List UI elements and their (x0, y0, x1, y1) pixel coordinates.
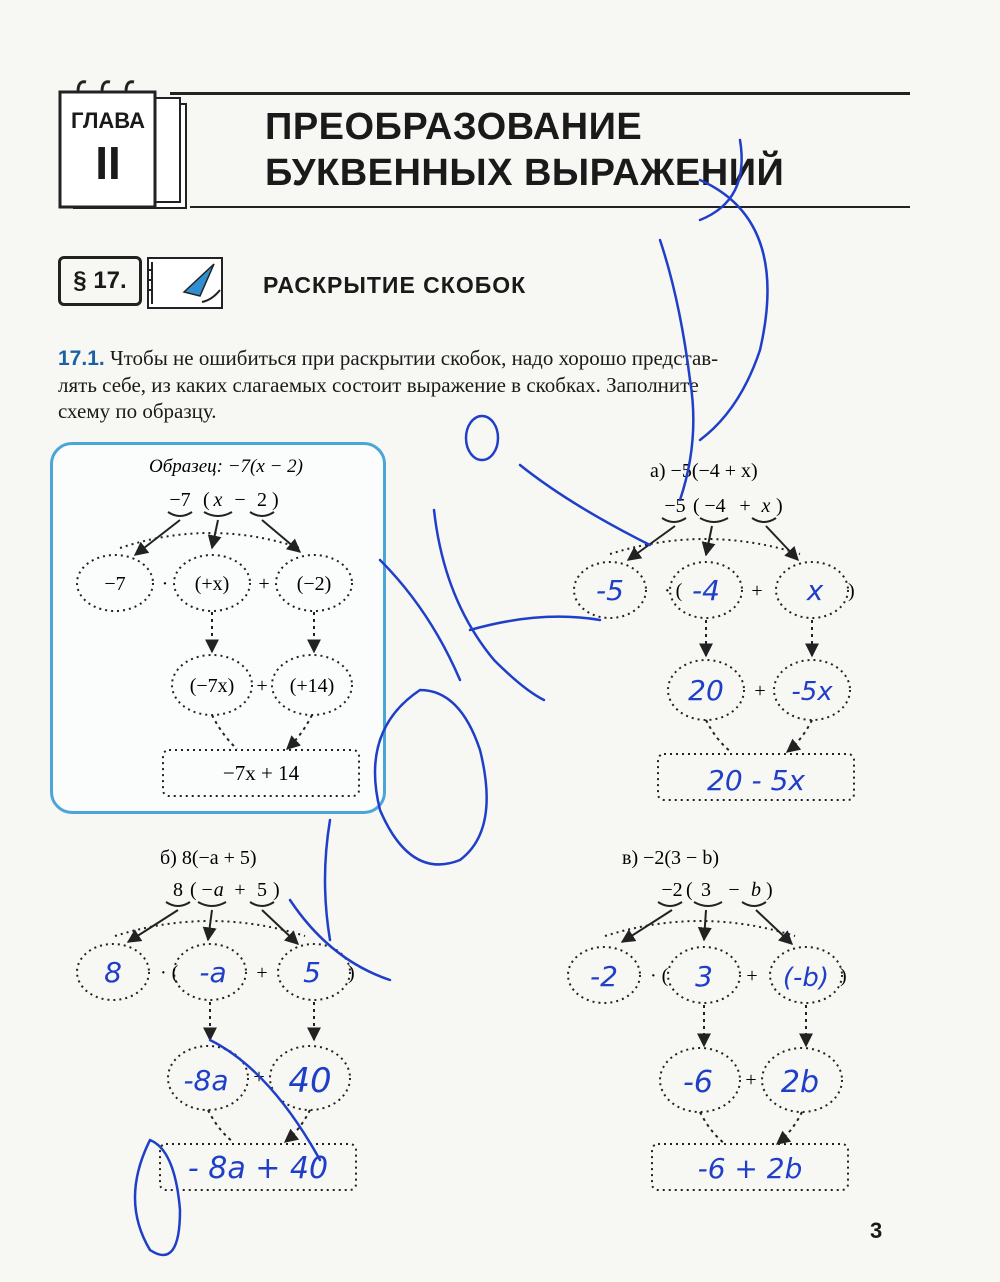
example-a-product1-answer: 20 (688, 674, 724, 707)
sample-title: Образец: −7(x − 2) (149, 456, 303, 477)
example-a-arrow-term1 (706, 526, 712, 555)
chapter-title-line1: ПРЕОБРАЗОВАНИЕ (265, 106, 643, 148)
sample-product1: (−7x) (189, 675, 235, 697)
sample-term1: (+x) (194, 573, 230, 595)
example-c-dot: · ( (650, 965, 669, 987)
example-b-term2-answer: 5 (303, 956, 321, 989)
sample-arrow-factor (135, 520, 180, 555)
example-a-expr-paren-open: ( (693, 495, 700, 517)
example-b-arrows-result (208, 1110, 310, 1142)
example-c-expr-term1: 3 (701, 879, 711, 901)
example-c-factor-answer: -2 (590, 960, 618, 993)
chapter-number: II (95, 137, 121, 189)
example-a-plus2: + (754, 680, 766, 702)
scribble-stroke-2 (700, 180, 768, 440)
scribble-loop-2 (135, 1140, 180, 1255)
example-a-brackets (662, 518, 776, 522)
example-c-expr-term2: b (751, 879, 761, 901)
example-a-expr-paren-close: ) (776, 495, 783, 517)
example-a-expr-op: + (739, 495, 751, 517)
example-a-title: а) −5(−4 + x) (650, 460, 758, 482)
example-a-arrows-result (706, 720, 812, 752)
example-a-expr-term2: x (761, 495, 771, 517)
example-b-expr-factor: 8 (173, 879, 183, 901)
chapter-label: ГЛАВА (71, 108, 145, 133)
sample-product2: (+14) (289, 675, 335, 697)
example-a-arrow-term2 (766, 526, 798, 560)
example-a-expr-factor: −5 (664, 495, 686, 517)
sample-brackets (168, 512, 274, 516)
task-number: 17.1. (58, 347, 105, 370)
sample-expr-paren-open: ( (203, 489, 210, 511)
example-c-diagram (568, 847, 848, 1190)
example-c-paren-close: ) (840, 965, 847, 987)
sample-expr-term2: 2 (257, 489, 267, 511)
chapter-title-line2: БУКВЕННЫХ ВЫРАЖЕНИЙ (265, 152, 785, 194)
sample-expr-paren-close: ) (272, 489, 279, 511)
section-title: РАСКРЫТИЕ СКОБОК (263, 272, 527, 298)
example-b-expr-term1: −a (200, 879, 224, 901)
sample-result: −7x + 14 (222, 761, 300, 785)
scribble-stroke-8 (325, 820, 330, 940)
example-a-diagram (574, 460, 855, 800)
example-c-title: в) −2(3 − b) (622, 847, 719, 869)
example-b-expr-paren-open: ( (190, 879, 197, 901)
sample-plus2: + (256, 675, 268, 697)
scribble-stroke-5 (434, 510, 544, 700)
example-c-expr-paren-open: ( (686, 879, 693, 901)
example-b-brackets (166, 902, 274, 906)
example-b-title: б) 8(−a + 5) (160, 847, 257, 869)
sample-diagram (77, 456, 359, 796)
example-c-plus: + (746, 965, 758, 987)
sample-arrows-result (212, 715, 312, 749)
sample-dot: · (161, 573, 169, 595)
example-b-arrow-factor (128, 910, 178, 942)
example-c-arrow-term2 (756, 910, 792, 944)
example-a-dot: · ( (664, 580, 683, 602)
scribble-circle-small (466, 416, 498, 460)
scribble-stroke-3 (700, 140, 742, 220)
example-a-expr-term1: −4 (704, 495, 726, 517)
example-b-expr-paren-close: ) (273, 879, 280, 901)
scribble-stroke-4 (520, 465, 650, 545)
page-number: 3 (870, 1218, 883, 1243)
example-b-expr-term2: 5 (257, 879, 267, 901)
sample-expr-factor: −7 (169, 489, 191, 511)
example-b-factor-answer: 8 (104, 956, 122, 989)
example-b-dot: · ( (160, 962, 179, 984)
task-text-line1: Чтобы не ошибиться при раскрытии скобок, надо хорошо представ- (109, 346, 719, 370)
example-b-expr-op: + (234, 879, 246, 901)
example-c-arrow-term1 (704, 910, 706, 940)
example-b-plus2: + (253, 1066, 265, 1088)
example-c-product2-answer: 2b (780, 1065, 820, 1100)
example-b-result-answer: - 8a + 40 (187, 1151, 329, 1186)
example-c-arrows-result (700, 1112, 802, 1144)
example-c-expr-paren-close: ) (766, 879, 773, 901)
task-text-line2: лять себе, из каких слагаемых состоит выражение в скобках. Заполните (58, 373, 699, 397)
example-b-arrow-term1 (208, 910, 212, 940)
example-a-paren-close: ) (848, 580, 855, 602)
sample-term2: (−2) (296, 573, 332, 595)
example-b-plus: + (256, 962, 268, 984)
sample-expr-term1: x (213, 489, 223, 511)
example-b-term1-answer: -a (199, 956, 227, 989)
sample-factor: −7 (104, 573, 126, 595)
example-c-plus2: + (745, 1069, 757, 1091)
example-a-factor-answer: -5 (596, 574, 624, 607)
scribble-loop-1 (375, 690, 487, 864)
example-b-diagram (77, 847, 356, 1190)
sample-plus: + (258, 573, 270, 595)
example-b-arrow-term2 (262, 910, 298, 944)
example-c-result-answer: -6 + 2b (697, 1152, 803, 1185)
example-a-term1-answer: -4 (692, 574, 720, 607)
scribble-stroke-7 (470, 617, 600, 630)
example-c-brackets (658, 902, 766, 906)
sample-expr-op: − (234, 489, 246, 511)
example-c-term2-answer: (-b) (782, 963, 830, 993)
example-a-term2-answer: x (806, 574, 824, 607)
example-b-product2-answer: 40 (288, 1061, 332, 1101)
example-a-plus: + (751, 580, 763, 602)
example-b-paren-close: ) (348, 962, 355, 984)
example-c-term1-answer: 3 (695, 960, 713, 993)
section-number: § 17. (58, 256, 142, 306)
example-a-product2-answer: -5x (791, 677, 833, 707)
example-c-expr-op: − (728, 879, 740, 901)
sample-arrow-term2 (262, 520, 300, 552)
example-c-expr-factor: −2 (661, 879, 683, 901)
pen-scribbles (135, 140, 768, 1255)
task-text-line3: схему по образцу. (58, 399, 217, 423)
example-c-product1-answer: -6 (683, 1065, 713, 1100)
example-a-result-answer: 20 - 5x (707, 764, 805, 797)
example-b-product1-answer: -8a (183, 1064, 229, 1097)
